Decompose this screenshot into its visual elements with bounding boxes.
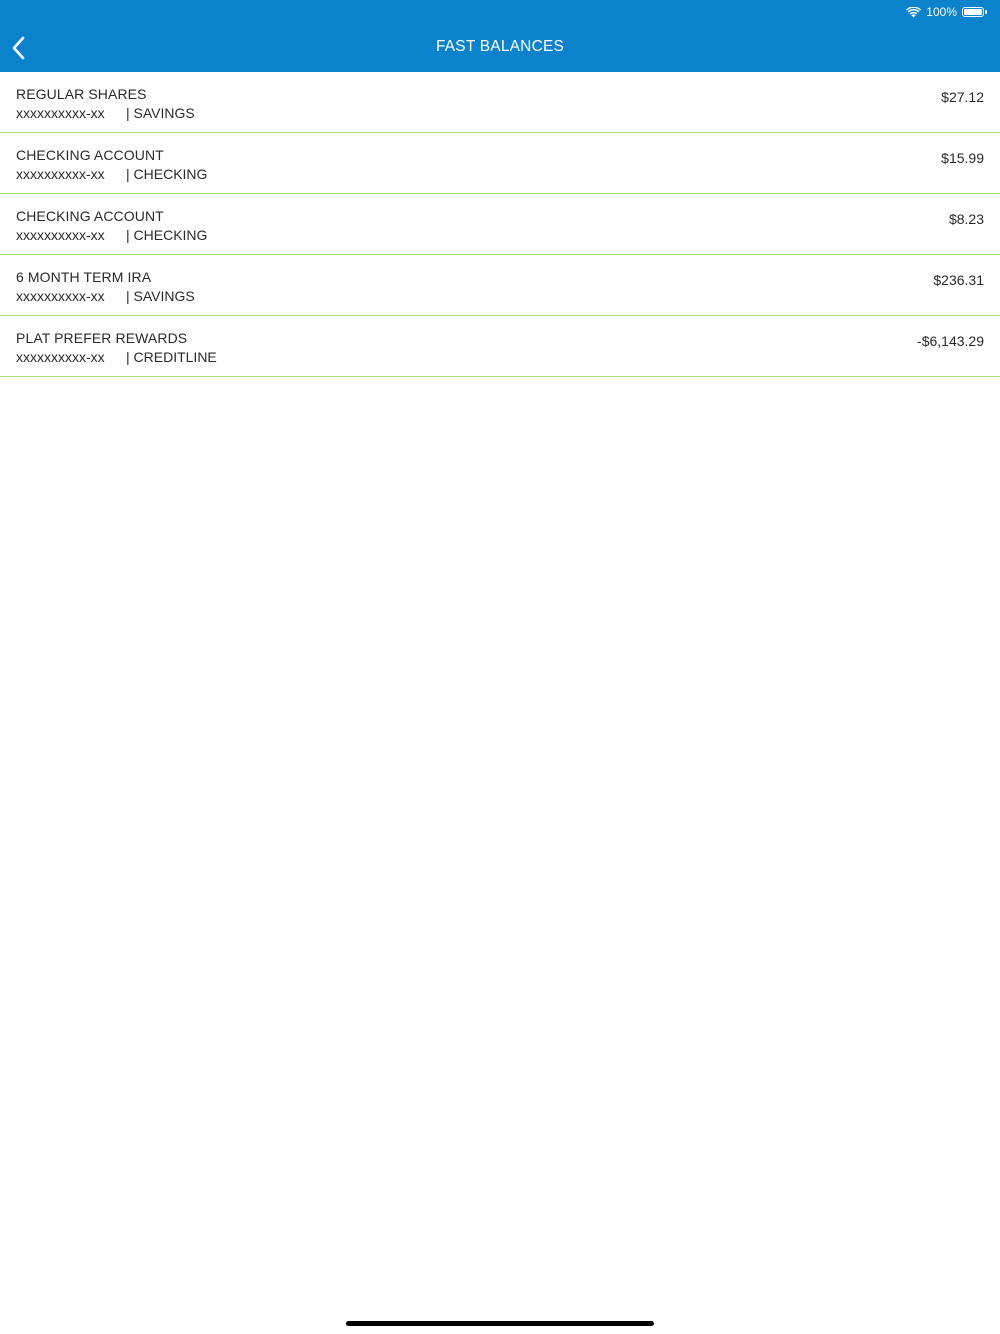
- account-type: | CREDITLINE: [126, 349, 217, 365]
- status-bar: [906, 4, 984, 20]
- account-name: REGULAR SHARES: [16, 86, 147, 102]
- account-type: | CHECKING: [126, 166, 208, 182]
- account-row-checking-1[interactable]: [0, 133, 1000, 194]
- account-row-term-ira[interactable]: [0, 255, 1000, 316]
- account-balance: $15.99: [941, 150, 984, 166]
- battery-icon: [962, 7, 984, 17]
- account-details: [16, 288, 195, 304]
- account-number: xxxxxxxxxx-xx: [16, 288, 105, 304]
- account-details: [16, 227, 207, 243]
- account-name: PLAT PREFER REWARDS: [16, 330, 188, 346]
- wifi-icon: [906, 7, 921, 18]
- account-balance: $236.31: [933, 272, 984, 288]
- account-type: | CHECKING: [126, 227, 208, 243]
- account-name: 6 MONTH TERM IRA: [16, 269, 152, 285]
- account-type: | SAVINGS: [126, 105, 195, 121]
- account-name: CHECKING ACCOUNT: [16, 147, 164, 163]
- nav-bar: [0, 0, 1000, 72]
- account-number: xxxxxxxxxx-xx: [16, 166, 105, 182]
- account-row-plat-prefer-rewards[interactable]: [0, 316, 1000, 377]
- page-title: FAST BALANCES: [435, 38, 565, 55]
- account-name: CHECKING ACCOUNT: [16, 208, 164, 224]
- account-balance: $27.12: [941, 89, 984, 105]
- account-row-regular-shares[interactable]: [0, 72, 1000, 133]
- account-balance: $8.23: [948, 211, 984, 227]
- home-indicator[interactable]: [346, 1321, 654, 1326]
- account-list: [0, 72, 1000, 377]
- account-number: xxxxxxxxxx-xx: [16, 105, 105, 121]
- account-details: [16, 349, 217, 365]
- account-details: [16, 166, 207, 182]
- account-type: | SAVINGS: [126, 288, 195, 304]
- account-details: [16, 105, 195, 121]
- account-number: xxxxxxxxxx-xx: [16, 349, 105, 365]
- account-number: xxxxxxxxxx-xx: [16, 227, 105, 243]
- account-row-checking-2[interactable]: [0, 194, 1000, 255]
- account-balance: -$6,143.29: [917, 333, 984, 349]
- battery-percentage: 100%: [926, 5, 957, 19]
